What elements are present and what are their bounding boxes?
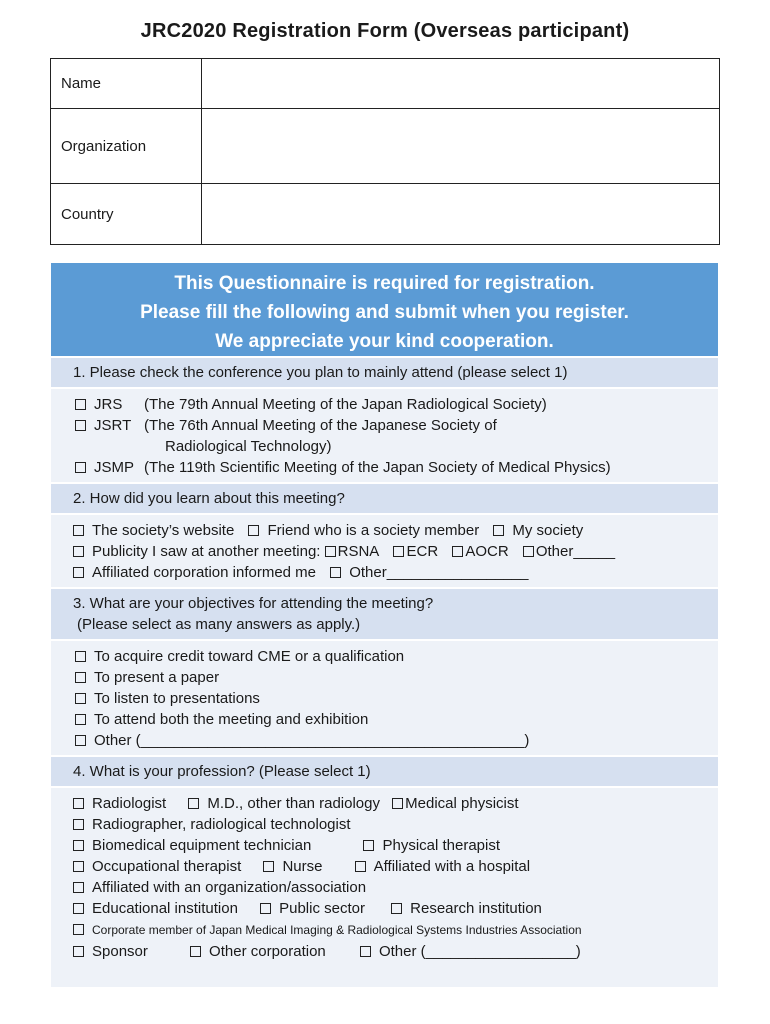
jrs-desc: (The 79th Annual Meeting of the Japan Radiological Society): [144, 396, 547, 413]
q1-option-jrs: [75, 394, 718, 415]
q3-option-5: [75, 730, 718, 751]
publicity-checkbox[interactable]: [73, 546, 84, 557]
both-checkbox[interactable]: [75, 714, 86, 725]
sponsor-checkbox[interactable]: [73, 946, 84, 957]
educational-label: Educational institution: [92, 900, 238, 917]
ecr-label: ECR: [406, 543, 439, 560]
affiliated-label: Affiliated corporation informed me: [92, 564, 317, 581]
q2-line-1: [73, 520, 718, 541]
q3-heading-line-1: 3. What are your objectives for attending the meeting?: [73, 595, 434, 612]
paper-checkbox[interactable]: [75, 672, 86, 683]
jsmp-desc: (The 119th Scientific Meeting of the Japan Society of Medical Physics): [144, 459, 611, 476]
ecr-checkbox[interactable]: [393, 546, 404, 557]
occupational-label: Occupational therapist: [92, 858, 242, 875]
q3-option-3: [75, 688, 718, 709]
occupational-checkbox[interactable]: [73, 861, 84, 872]
q4-heading: 4. What is your profession? (Please select 1): [51, 755, 718, 788]
publicity-label: Publicity I saw at another meeting:: [92, 543, 321, 560]
q1-options: [51, 389, 718, 482]
q1-option-jsmp: [75, 457, 718, 478]
radiologist-label: Radiologist: [92, 795, 167, 812]
other2-label: Other_________________: [349, 564, 529, 581]
q3-other-label: Other (______________________________________________): [94, 732, 530, 749]
affiliated-checkbox[interactable]: [73, 567, 84, 578]
radiologist-checkbox[interactable]: [73, 798, 84, 809]
othercorp-checkbox[interactable]: [190, 946, 201, 957]
biomed-label: Biomedical equipment technician: [92, 837, 312, 854]
q3-other-checkbox[interactable]: [75, 735, 86, 746]
banner-line-2: Please fill the following and submit when you register.: [140, 302, 629, 323]
educational-checkbox[interactable]: [73, 903, 84, 914]
nurse-label: Nurse: [282, 858, 323, 875]
q4-line-8: [73, 941, 718, 962]
sponsor-label: Sponsor: [92, 943, 148, 960]
name-row: [51, 59, 720, 109]
mysociety-label: My society: [512, 522, 584, 539]
other1-label: Other_____: [535, 543, 616, 560]
q3-option-2: [75, 667, 718, 688]
q4-line-7: [73, 919, 718, 941]
name-label: Name: [51, 59, 202, 109]
both-label: To attend both the meeting and exhibition: [94, 711, 369, 728]
research-checkbox[interactable]: [391, 903, 402, 914]
q3-option-1: [75, 646, 718, 667]
radiographer-checkbox[interactable]: [73, 819, 84, 830]
participant-info-table: [50, 58, 720, 245]
friend-label: Friend who is a society member: [267, 522, 480, 539]
radiographer-label: Radiographer, radiological technologist: [92, 816, 351, 833]
q4-other-label: Other (__________________): [378, 943, 581, 960]
q2-line-2: [73, 541, 718, 562]
banner-line-3: We appreciate your kind cooperation.: [215, 331, 554, 352]
physical-checkbox[interactable]: [363, 840, 374, 851]
q4-line-6: [73, 898, 718, 919]
mysociety-checkbox[interactable]: [493, 525, 504, 536]
rsna-checkbox[interactable]: [325, 546, 336, 557]
public-checkbox[interactable]: [260, 903, 271, 914]
q4-line-5: [73, 877, 718, 898]
q4-options: [51, 788, 718, 966]
md-checkbox[interactable]: [188, 798, 199, 809]
q3-option-4: [75, 709, 718, 730]
rsna-label: RSNA: [337, 543, 380, 560]
jsrt-desc-2: Radiological Technology): [165, 438, 332, 455]
website-checkbox[interactable]: [73, 525, 84, 536]
cme-label: To acquire credit toward CME or a qualification: [94, 648, 405, 665]
jsrt-checkbox[interactable]: [75, 420, 86, 431]
aocr-checkbox[interactable]: [452, 546, 463, 557]
website-label: The society’s website: [92, 522, 235, 539]
country-field[interactable]: [202, 184, 720, 245]
q4-line-4: [73, 856, 718, 877]
page-title: JRC2020 Registration Form (Overseas participant): [140, 20, 630, 42]
public-label: Public sector: [279, 900, 365, 917]
md-label: M.D., other than radiology: [207, 795, 380, 812]
q2-options: [51, 515, 718, 587]
physicist-label: Medical physicist: [405, 795, 519, 812]
other1-checkbox[interactable]: [523, 546, 534, 557]
organization-checkbox[interactable]: [73, 882, 84, 893]
othercorp-label: Other corporation: [209, 943, 326, 960]
q3-heading: [51, 587, 718, 641]
organization-label: Organization: [51, 109, 202, 184]
q3-options: [51, 641, 718, 755]
aocr-label: AOCR: [465, 543, 509, 560]
q4-other-checkbox[interactable]: [360, 946, 371, 957]
corporate-label: Corporate member of Japan Medical Imaging & Radiological Systems Industries Association: [92, 923, 582, 937]
q4-line-1: [73, 793, 718, 814]
banner-line-1: This Questionnaire is required for registration.: [174, 273, 595, 294]
other2-checkbox[interactable]: [330, 567, 341, 578]
jsmp-abbr: JSMP: [94, 459, 135, 476]
physical-label: Physical therapist: [382, 837, 501, 854]
q1-heading: 1. Please check the conference you plan to mainly attend (please select 1): [51, 356, 718, 389]
nurse-checkbox[interactable]: [263, 861, 274, 872]
organization-assoc-label: Affiliated with an organization/association: [92, 879, 367, 896]
research-label: Research institution: [410, 900, 542, 917]
hospital-checkbox[interactable]: [355, 861, 366, 872]
q2-line-3: [73, 562, 718, 583]
country-label: Country: [51, 184, 202, 245]
listen-checkbox[interactable]: [75, 693, 86, 704]
q4-line-3: [73, 835, 718, 856]
jsmp-checkbox[interactable]: [75, 462, 86, 473]
organization-row: [51, 109, 720, 184]
hospital-label: Affiliated with a hospital: [373, 858, 531, 875]
q2-heading: 2. How did you learn about this meeting?: [51, 482, 718, 515]
q1-option-jsrt: [75, 415, 718, 436]
jsrt-desc-1: (The 76th Annual Meeting of the Japanese Society of: [144, 417, 497, 434]
questionnaire-banner: [51, 263, 718, 356]
country-row: [51, 184, 720, 245]
jsrt-abbr: JSRT: [94, 417, 132, 434]
q3-heading-line-2: (Please select as many answers as apply.): [77, 616, 361, 633]
friend-checkbox[interactable]: [248, 525, 259, 536]
jrs-abbr: JRS: [94, 396, 123, 413]
q4-line-2: [73, 814, 718, 835]
listen-label: To listen to presentations: [94, 690, 260, 707]
cme-checkbox[interactable]: [75, 651, 86, 662]
organization-field[interactable]: [202, 109, 720, 184]
jrs-checkbox[interactable]: [75, 399, 86, 410]
paper-label: To present a paper: [94, 669, 220, 686]
physicist-checkbox[interactable]: [392, 798, 403, 809]
biomed-checkbox[interactable]: [73, 840, 84, 851]
corporate-checkbox[interactable]: [73, 924, 84, 935]
name-field[interactable]: [202, 59, 720, 109]
questionnaire: [51, 263, 718, 987]
